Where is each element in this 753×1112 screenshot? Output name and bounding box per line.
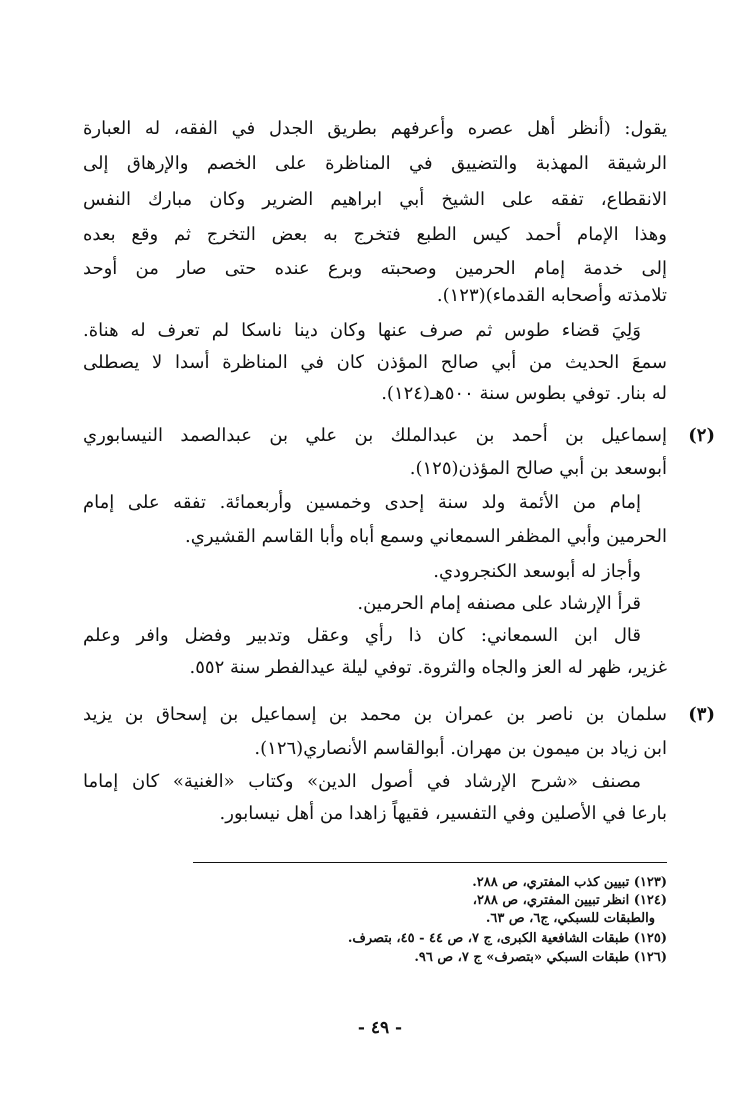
- footnote: (١٢٥) طبقات الشافعية الكبرى، ج ٧، ص ٤٤ - ٤٥، بتصرف.: [347, 931, 667, 946]
- text-line: مصنف «شرح الإرشاد في أصول الدين» وكتاب «الغنية» كان إماما: [83, 771, 641, 792]
- text-line: بارعا في الأصلين وفي التفسير، فقيهاً زاهدا من أهل نيسابور.: [219, 803, 667, 824]
- text-line: غزير، ظهر له العز والجاه والثروة. توفي ليلة عيدالفطر سنة ٥٥٢.: [189, 657, 667, 678]
- text-line: قال ابن السمعاني: كان ذا رأي وعقل وتدبير وفضل وافر وعلم: [83, 625, 641, 646]
- text-line: له بنار. توفي بطوس سنة ٥٠٠هـ(١٢٤).: [381, 383, 667, 404]
- text-line: وَلِيَ قضاء طوس ثم صرف عنها وكان دينا ناسكا لم تعرف له هناة.: [83, 320, 641, 341]
- text-line: إلى خدمة إمام الحرمين وصحبته وبرع عنده حتى صار من أوحد: [83, 258, 667, 279]
- footnote: (١٢٣) تبيين كذب المفتري، ص ٢٨٨.: [472, 875, 667, 890]
- text-line: سلمان بن ناصر بن عمران بن محمد بن إسماعيل بن إسحاق بن يزيد: [83, 704, 667, 725]
- entry-number: (٢): [688, 425, 715, 446]
- text-line: سمعَ الحديث من أبي صالح المؤذن كان في المناظرة أسدا لا يصطلى: [83, 352, 667, 373]
- text-line: إسماعيل بن أحمد بن عبدالملك بن علي بن عبدالصمد النيسابوري: [83, 425, 667, 446]
- text-line: الانقطاع، تفقه على الشيخ أبي ابراهيم الضرير وكان مبارك النفس: [83, 189, 667, 210]
- text-line: إمام من الأئمة ولد سنة إحدى وخمسين وأربعمائة. تفقه على إمام: [83, 492, 641, 513]
- entry-number: (٣): [688, 704, 715, 725]
- footnote: والطبقات للسبكي، ج٦، ص ٦٣.: [485, 911, 655, 926]
- text-line: تلامذته وأصحابه القدماء)(١٢٣).: [436, 285, 667, 306]
- text-line: قرأ الإرشاد على مصنفه إمام الحرمين.: [357, 593, 641, 614]
- page-number: - ٤٩ -: [357, 1018, 403, 1038]
- footnote: (١٢٦) طبقات السبكي «بتصرف» ج ٧، ص ٩٦.: [414, 950, 667, 965]
- text-line: ابن زياد بن ميمون بن مهران. أبوالقاسم الأنصاري(١٢٦).: [254, 738, 667, 759]
- text-line: الرشيقة المهذبة والتضييق في المناظرة على الخصم والإرهاق إلى: [83, 153, 667, 174]
- footnote: (١٢٤) انظر تبيين المفتري، ص ٢٨٨،: [472, 893, 667, 908]
- footnote-divider: [193, 862, 667, 863]
- text-line: وهذا الإمام أحمد كيس الطبع فتخرج به بعض التخرج ثم وقع بعده: [83, 224, 667, 245]
- text-line: أبوسعد بن أبي صالح المؤذن(١٢٥).: [409, 458, 667, 479]
- text-line: الحرمين وأبي المظفر السمعاني وسمع أباه وأبا القاسم القشيري.: [185, 526, 667, 547]
- text-line: وأجاز له أبوسعد الكنجرودي.: [433, 561, 641, 582]
- text-line: يقول: (أنظر أهل عصره وأعرفهم بطريق الجدل في الفقه، له العبارة: [83, 118, 667, 139]
